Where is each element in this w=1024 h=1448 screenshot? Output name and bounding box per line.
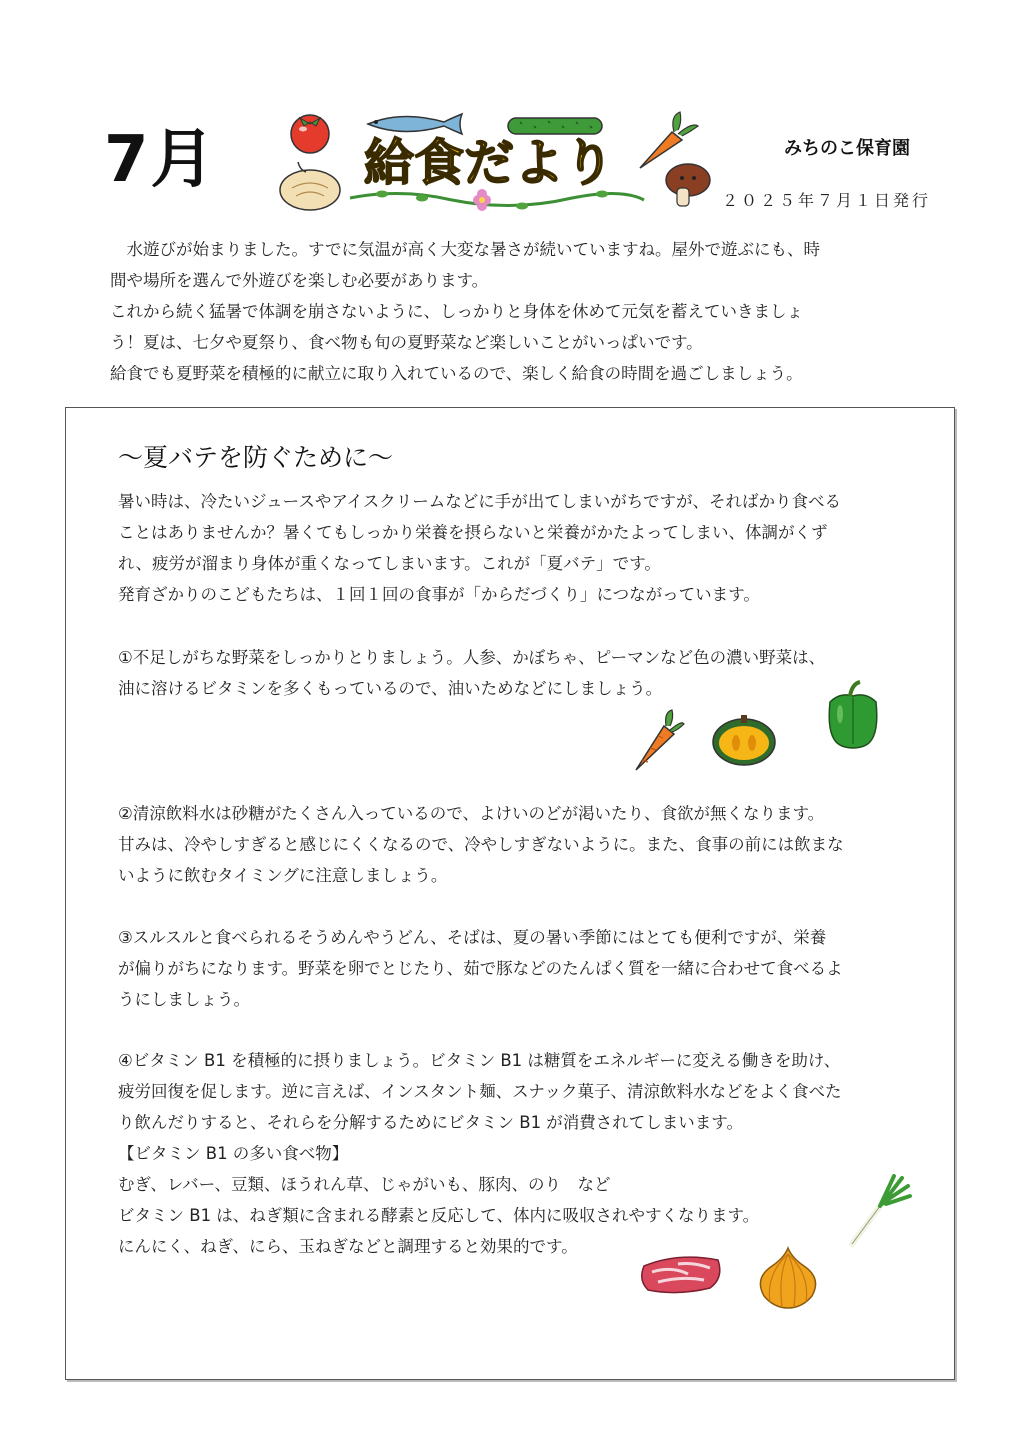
intro-line: 水遊びが始まりました。すでに気温が高く大変な暑さが続いていますね。屋外で遊ぶにも、時 [110, 240, 820, 259]
newsletter-banner [272, 108, 732, 216]
intro-text [110, 234, 910, 389]
tip-2-paragraph [118, 798, 918, 891]
vine-icon [350, 191, 644, 210]
cucumber-icon [508, 118, 602, 134]
banner-title: 給食だより [364, 134, 614, 192]
text-line: ④ビタミン B1 を積極的に摂りましょう。ビタミン B1 は糖質をエネルギーに変える働きを助け、 [118, 1051, 841, 1070]
carrot-icon [630, 708, 686, 774]
text-line: むぎ、レバー、豆類、ほうれん草、じゃがいも、豚肉、のり など [118, 1175, 611, 1194]
intro-line: 給食でも夏野菜を積極的に献立に取り入れているので、楽しく給食の時間を過ごしましょう。 [110, 364, 803, 383]
tomato-icon [291, 115, 329, 153]
text-line: ①不足しがちな野菜をしっかりとりましょう。人参、かぼちゃ、ピーマンなど色の濃い野菜は、 [118, 648, 826, 667]
carrot-icon [640, 112, 698, 168]
text-line: 暑い時は、冷たいジュースやアイスクリームなどに手が出てしまいがちですが、そればかり食べる [118, 492, 842, 511]
text-line: うにしましょう。 [118, 990, 250, 1009]
text-line: 甘みは、冷やしすぎると感じにくくなるので、冷やしすぎないように。また、食事の前には飲まな [118, 835, 844, 854]
text-line: 【ビタミン B1 の多い食べ物】 [118, 1144, 349, 1163]
fish-icon [368, 114, 462, 134]
tip-1-paragraph [118, 642, 918, 704]
onion-icon [752, 1244, 824, 1310]
text-line: ②清涼飲料水は砂糖がたくさん入っているので、よけいのどが渇いたり、食欲が無くなります。 [118, 804, 825, 823]
text-line: いように飲むタイミングに注意しましょう。 [118, 866, 448, 885]
text-line: 疲労回復を促します。逆に言えば、インスタント麺、スナック菓子、清涼飲料水などをよく食べた [118, 1082, 842, 1101]
tip-4-paragraph [118, 1045, 918, 1262]
text-line: が偏りがちになります。野菜を卵でとじたり、茹で豚などのたんぱく質を一緒に合わせて食べるよ [118, 959, 843, 978]
tip-3-paragraph [118, 922, 918, 1015]
text-line: れ、疲労が溜まり身体が重くなってしまいます。これが「夏バテ」です。 [118, 554, 661, 573]
pumpkin-icon [710, 712, 778, 768]
text-line: 発育ざかりのこどもたちは、１回１回の食事が「からだづくり」につながっています。 [118, 585, 760, 604]
text-line: り飲んだりすると、それらを分解するためにビタミン B1 が消費されてしまいます。 [118, 1113, 743, 1132]
school-name: みちのこ保育園 [784, 138, 910, 159]
text-line: にんにく、ねぎ、にら、玉ねぎなどと調理すると効果的です。 [118, 1237, 578, 1256]
overview-paragraph [118, 486, 918, 610]
mushroom-icon [666, 164, 710, 206]
green-onion-icon [846, 1174, 912, 1248]
intro-line: 間や場所を選んで外遊びを楽しむ必要があります。 [110, 271, 489, 290]
intro-line: これから続く猛暑で体調を崩さないように、しっかりと身体を休めて元気を蓄えていきましょ [110, 302, 803, 321]
text-line: 油に溶けるビタミンを多くもっているので、油いためなどにしましょう。 [118, 679, 663, 698]
text-line: ③スルスルと食べられるそうめんやうどん、そばは、夏の暑い季節にはとても便利ですが、栄養 [118, 928, 827, 947]
section-title: ～夏バテを防ぐために～ [118, 443, 394, 472]
month-label: 7月 [104, 123, 217, 197]
text-line: ことはありませんか？暑くてもしっかり栄養を摂らないと栄養がかたよってしまい、体調がくず [118, 523, 828, 542]
green-pepper-icon [822, 678, 884, 750]
text-line: ビタミン B1 は、ねぎ類に含まれる酵素と反応して、体内に吸収されやすくなります。 [118, 1206, 760, 1225]
pork-icon [638, 1250, 724, 1296]
flower-icon [473, 189, 491, 211]
onion-icon [280, 162, 340, 210]
issue-date: ２０２５年７月１日発行 [722, 191, 932, 210]
intro-line: う！夏は、七夕や夏祭り、食べ物も旬の夏野菜など楽しいことがいっぱいです。 [110, 333, 703, 352]
